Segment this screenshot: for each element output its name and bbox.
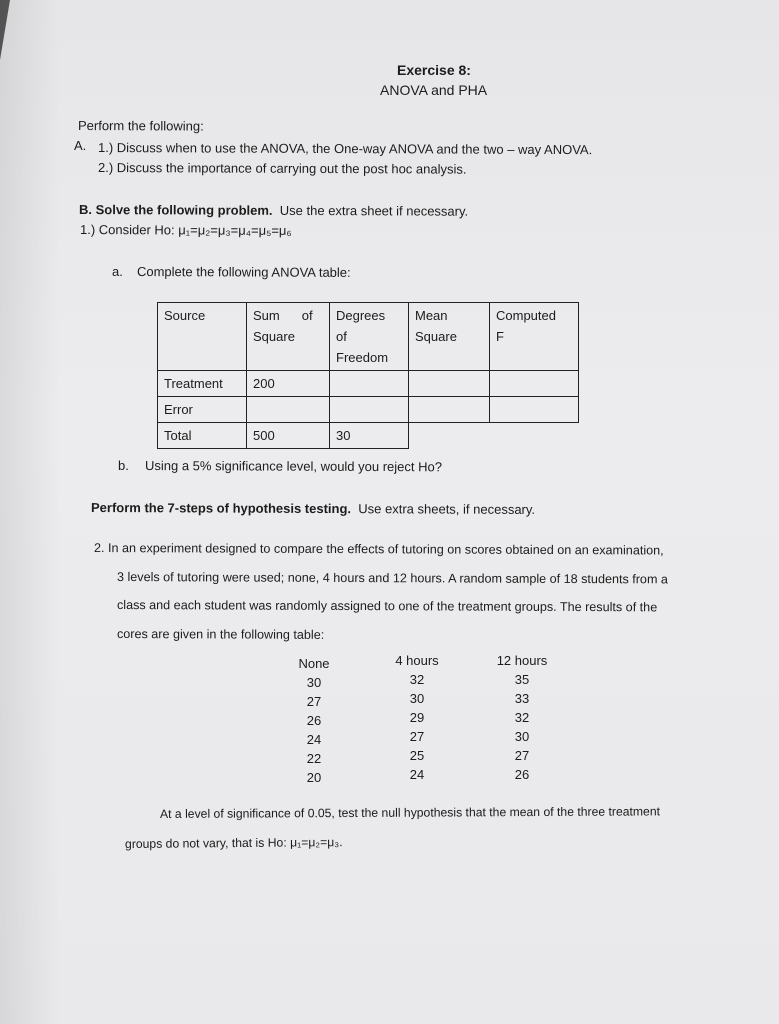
cell-empty (409, 423, 490, 449)
anova-table (157, 302, 579, 449)
seven-steps-note: Use extra sheets, if necessary. (358, 501, 536, 517)
score: 26 (306, 713, 322, 728)
score: 27 (306, 694, 322, 709)
part-b-b-label: b. (118, 458, 129, 473)
score: 33 (514, 691, 530, 706)
cell-ms (409, 397, 490, 423)
cell-df (330, 371, 409, 397)
score: 30 (514, 729, 530, 744)
cell-f (490, 371, 579, 397)
header-mean-square: Mean Square (409, 303, 490, 371)
conclusion-line-2: groups do not vary, that is Ho: μ₁=μ₂=μ₃. (124, 835, 343, 851)
score: 24 (306, 732, 322, 747)
table-row (158, 397, 579, 423)
score: 29 (409, 710, 425, 725)
group-none-column (282, 654, 346, 787)
exercise-title: Exercise 8: (397, 62, 471, 78)
cell-f (490, 397, 579, 423)
header-sum-of-square: Sum of Square (247, 303, 330, 371)
cell-df: 30 (330, 423, 409, 449)
score: 32 (409, 672, 425, 687)
score: 26 (514, 767, 530, 782)
page-shadow (0, 0, 60, 1024)
cell-source: Treatment (158, 371, 247, 397)
part-b-a-label: a. (112, 264, 123, 279)
cell-df (330, 397, 409, 423)
cell-empty (490, 423, 579, 449)
group-12-hours-column (484, 651, 560, 784)
anova-header-row (158, 303, 579, 371)
score: 30 (306, 675, 322, 690)
score: 22 (306, 751, 322, 766)
conclusion-line-1: At a level of significance of 0.05, test the null hypothesis that the mean of the three treatment (159, 804, 661, 821)
part-a-item-1: 1.) Discuss when to use the ANOVA, the One-way ANOVA and the two – way ANOVA. (97, 140, 593, 158)
score: 25 (409, 748, 425, 763)
part-b-b-text: Using a 5% significance level, would you reject Ho? (144, 458, 443, 475)
score: 35 (514, 672, 530, 687)
score: 27 (409, 729, 425, 744)
part-a-item-2: 2.) Discuss the importance of carrying out the post hoc analysis. (97, 160, 467, 177)
seven-steps-bold: Perform the 7-steps of hypothesis testing. (90, 500, 352, 517)
intro-text: Perform the following: (77, 118, 204, 134)
score: 24 (409, 767, 425, 782)
cell-ss: 200 (247, 371, 330, 397)
cell-source: Total (158, 423, 247, 449)
part-b-heading-bold: B. Solve the following problem. (78, 202, 273, 218)
score: 20 (306, 770, 322, 785)
cell-ms (409, 371, 490, 397)
score: 32 (514, 710, 530, 725)
problem2-line-1: 2. In an experiment designed to compare the effects of tutoring on scores obtained on an examination, (93, 541, 664, 558)
exercise-subtitle: ANOVA and PHA (380, 82, 488, 98)
cell-ss (247, 397, 330, 423)
score: 30 (409, 691, 425, 706)
group-header: 12 hours (496, 653, 548, 668)
header-source: Source (158, 303, 247, 371)
group-header: 4 hours (395, 653, 439, 668)
part-b-a-text: Complete the following ANOVA table: (136, 264, 351, 280)
part-b-item-1: 1.) Consider Ho: μ₁=μ₂=μ₃=μ₄=μ₅=μ₆ (79, 222, 292, 238)
cell-source: Error (158, 397, 247, 423)
part-b-heading (79, 202, 468, 220)
problem2-line-3: class and each student was randomly assigned to one of the treatment groups. The results of the (116, 598, 658, 615)
header-degrees-of-freedom: Degrees of Freedom (330, 303, 409, 371)
part-a-label: A. (74, 138, 87, 153)
problem2-line-4: cores are given in the following table: (116, 627, 325, 642)
seven-steps-line (91, 500, 535, 518)
score: 27 (514, 748, 530, 763)
header-computed-f: Computed F (490, 303, 579, 371)
part-b-heading-note: Use the extra sheet if necessary. (279, 202, 469, 219)
group-header: None (298, 656, 330, 671)
table-row (158, 423, 579, 449)
table-row (158, 371, 579, 397)
problem2-line-2: 3 levels of tutoring were used; none, 4 hours and 12 hours. A random sample of 18 students from a (116, 570, 668, 587)
group-4-hours-column (382, 651, 452, 784)
cell-ss: 500 (247, 423, 330, 449)
